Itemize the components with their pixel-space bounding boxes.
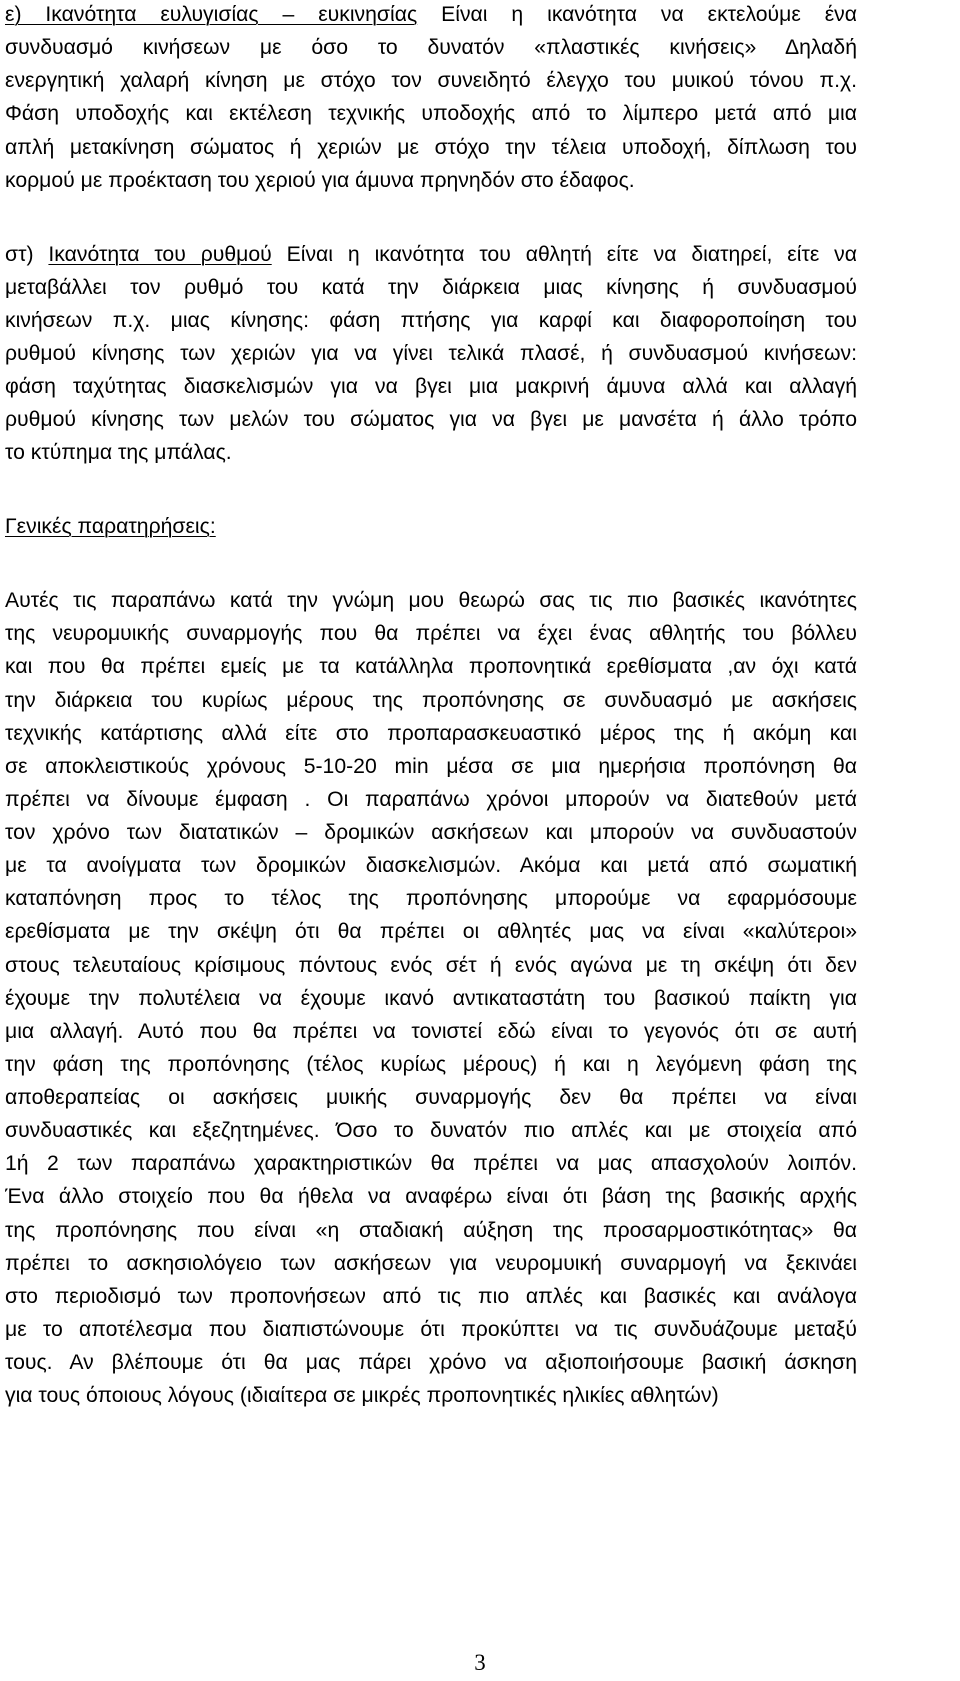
section-st-line-5: φάση ταχύτητας διασκελισμών για να βγει μια μακρινή άμυνα αλλά και αλλαγή — [5, 375, 857, 398]
general-notes-line-14: μια αλλαγή. Αυτό που θα πρέπει να τονιστεί εδώ είναι το γεγονός ότι σε αυτή — [5, 1020, 857, 1043]
general-notes-line-4: την διάρκεια του κυρίως μέρους της προπόνησης σε συνδυασμό με ασκήσεις — [5, 689, 857, 712]
section-e-line-1: ε) Ικανότητα ευλυγισίας – ευκινησίας Είναι η ικανότητα να εκτελούμε ένα — [5, 3, 857, 26]
general-notes-line-20: της προπόνησης που είναι «η σταδιακή αύξηση της προσαρμοστικότητας» θα — [5, 1219, 857, 1242]
section-st-heading: Ικανότητα του ρυθμού — [48, 243, 272, 266]
general-notes-line-2: της νευρομυικής συναρμογής που θα πρέπει να έχει ένας αθλητής του βόλλευ — [5, 622, 857, 645]
general-notes-line-25: για τους όποιους λόγους (ιδιαίτερα σε μικρές προπονητικές ηλικίες αθλητών) — [5, 1384, 719, 1407]
general-notes-line-24: τους. Αν βλέπουμε ότι θα μας πάρει χρόνο να αξιοποιήσουμε βασική άσκηση — [5, 1351, 857, 1374]
section-e-line-3: ενεργητική χαλαρή κίνηση με στόχο τον συνειδητό έλεγχο του μυικού τόνου π.χ. — [5, 69, 857, 92]
general-notes-line-3: και που θα πρέπει εμείς με τα κατάλληλα προπονητικά ερεθίσματα ,αν όχι κατά — [5, 655, 857, 678]
section-st-line-1: στ) Ικανότητα του ρυθμού Είναι η ικανότητα του αθλητή είτε να διατηρεί, είτε να — [5, 243, 857, 266]
general-notes-line-11: ερεθίσματα με την σκέψη ότι θα πρέπει οι αθλητές μας να είναι «καλύτεροι» — [5, 920, 857, 943]
general-notes-line-15: την φάση της προπόνησης (τέλος κυρίως μέρους) ή και η λεγόμενη φάση της — [5, 1053, 857, 1076]
section-e-line-5: απλή μετακίνηση σώματος ή χεριών με στόχο την τέλεια υποδοχή, δίπλωση του — [5, 136, 857, 159]
general-notes-line-7: πρέπει να δίνουμε έμφαση . Οι παραπάνω χρόνοι μπορούν να διατεθούν μετά — [5, 788, 857, 811]
general-notes-heading: Γενικές παρατηρήσεις: — [5, 515, 216, 538]
section-st-line-2: μεταβάλλει τον ρυθμό του κατά την διάρκεια μιας κίνησης ή συνδυασμού — [5, 276, 857, 299]
general-notes-line-17: συνδυαστικές και εξεζητημένες. Όσο το δυνατόν πιο απλές και με στοιχεία από — [5, 1119, 857, 1142]
general-notes-line-16: αποθεραπείας οι ασκήσεις μυικής συναρμογής δεν θα πρέπει να είναι — [5, 1086, 857, 1109]
general-notes-line-10: καταπόνηση προς το τέλος της προπόνησης μπορούμε να εφαρμόσουμε — [5, 887, 857, 910]
section-e-line-4: Φάση υποδοχής και εκτέλεση τεχνικής υποδοχής από το λίμπερο μετά από μια — [5, 102, 857, 125]
general-notes-line-12: στους τελευταίους κρίσιμους πόντους ενός σέτ ή ενός αγώνα με τη σκέψη ότι δεν — [5, 954, 857, 977]
section-e-heading: ε) Ικανότητα ευλυγισίας – ευκινησίας — [5, 3, 418, 26]
page-number: 3 — [474, 1650, 486, 1675]
general-notes-line-21: πρέπει το ασκησιολόγειο των ασκήσεων για νευρομυική συναρμογή να ξεκινάει — [5, 1252, 857, 1275]
general-notes-line-18: 1ή 2 των παραπάνω χαρακτηριστικών θα πρέπει να μας απασχολούν λοιπόν. — [5, 1152, 857, 1175]
general-notes-line-23: με το αποτέλεσμα που διαπιστώνουμε ότι προκύπτει να τις συνδυάζουμε μεταξύ — [5, 1318, 857, 1341]
section-st-line-3: κινήσεων π.χ. μιας κίνησης: φάση πτήσης για καρφί και διαφοροποίηση του — [5, 309, 857, 332]
general-notes-line-6: σε αποκλειστικούς χρόνους 5-10-20 min μέσα σε μια ημερήσια προπόνηση θα — [5, 755, 857, 778]
general-notes-heading-line — [5, 512, 857, 542]
section-e-line-2: συνδυασμό κινήσεων με όσο το δυνατόν «πλαστικές κινήσεις» Δηλαδή — [5, 36, 857, 59]
general-notes-line-8: τον χρόνο των διατατικών – δρομικών ασκήσεων και μπορούν να συνδυαστούν — [5, 821, 857, 844]
section-st-line-7: το κτύπημα της μπάλας. — [5, 441, 232, 464]
general-notes-line-9: με τα ανοίγματα των δρομικών διασκελισμών. Ακόμα και μετά από σωματική — [5, 854, 857, 877]
section-e-line-6: κορμού με προέκταση του χεριού για άμυνα πρηνηδόν στο έδαφος. — [5, 169, 635, 192]
general-notes-line-13: έχουμε την πολυτέλεια να έχουμε ικανό αντικαταστάτη του βασικού παίκτη για — [5, 987, 857, 1010]
section-st-line-4: ρυθμού κίνησης των χεριών για να γίνει τελικά πλασέ, ή συνδυασμού κινήσεων: — [5, 342, 857, 365]
general-notes-line-19: Ένα άλλο στοιχείο που θα ήθελα να αναφέρω είναι ότι βάση της βασικής αρχής — [5, 1185, 857, 1208]
section-st-line-6: ρυθμού κίνησης των μελών του σώματος για να βγει με μανσέτα ή άλλο τρόπο — [5, 408, 857, 431]
general-notes-line-1: Αυτές τις παραπάνω κατά την γνώμη μου θεωρώ σας τις πιο βασικές ικανότητες — [5, 589, 857, 612]
general-notes-line-5: τεχνικής κατάρτισης αλλά είτε στο προπαρασκευαστικό μέρος της ή ακόμη και — [5, 722, 857, 745]
general-notes-line-22: στο περιοδισμό των προπονήσεων από τις πιο απλές και βασικές και ανάλογα — [5, 1285, 857, 1308]
